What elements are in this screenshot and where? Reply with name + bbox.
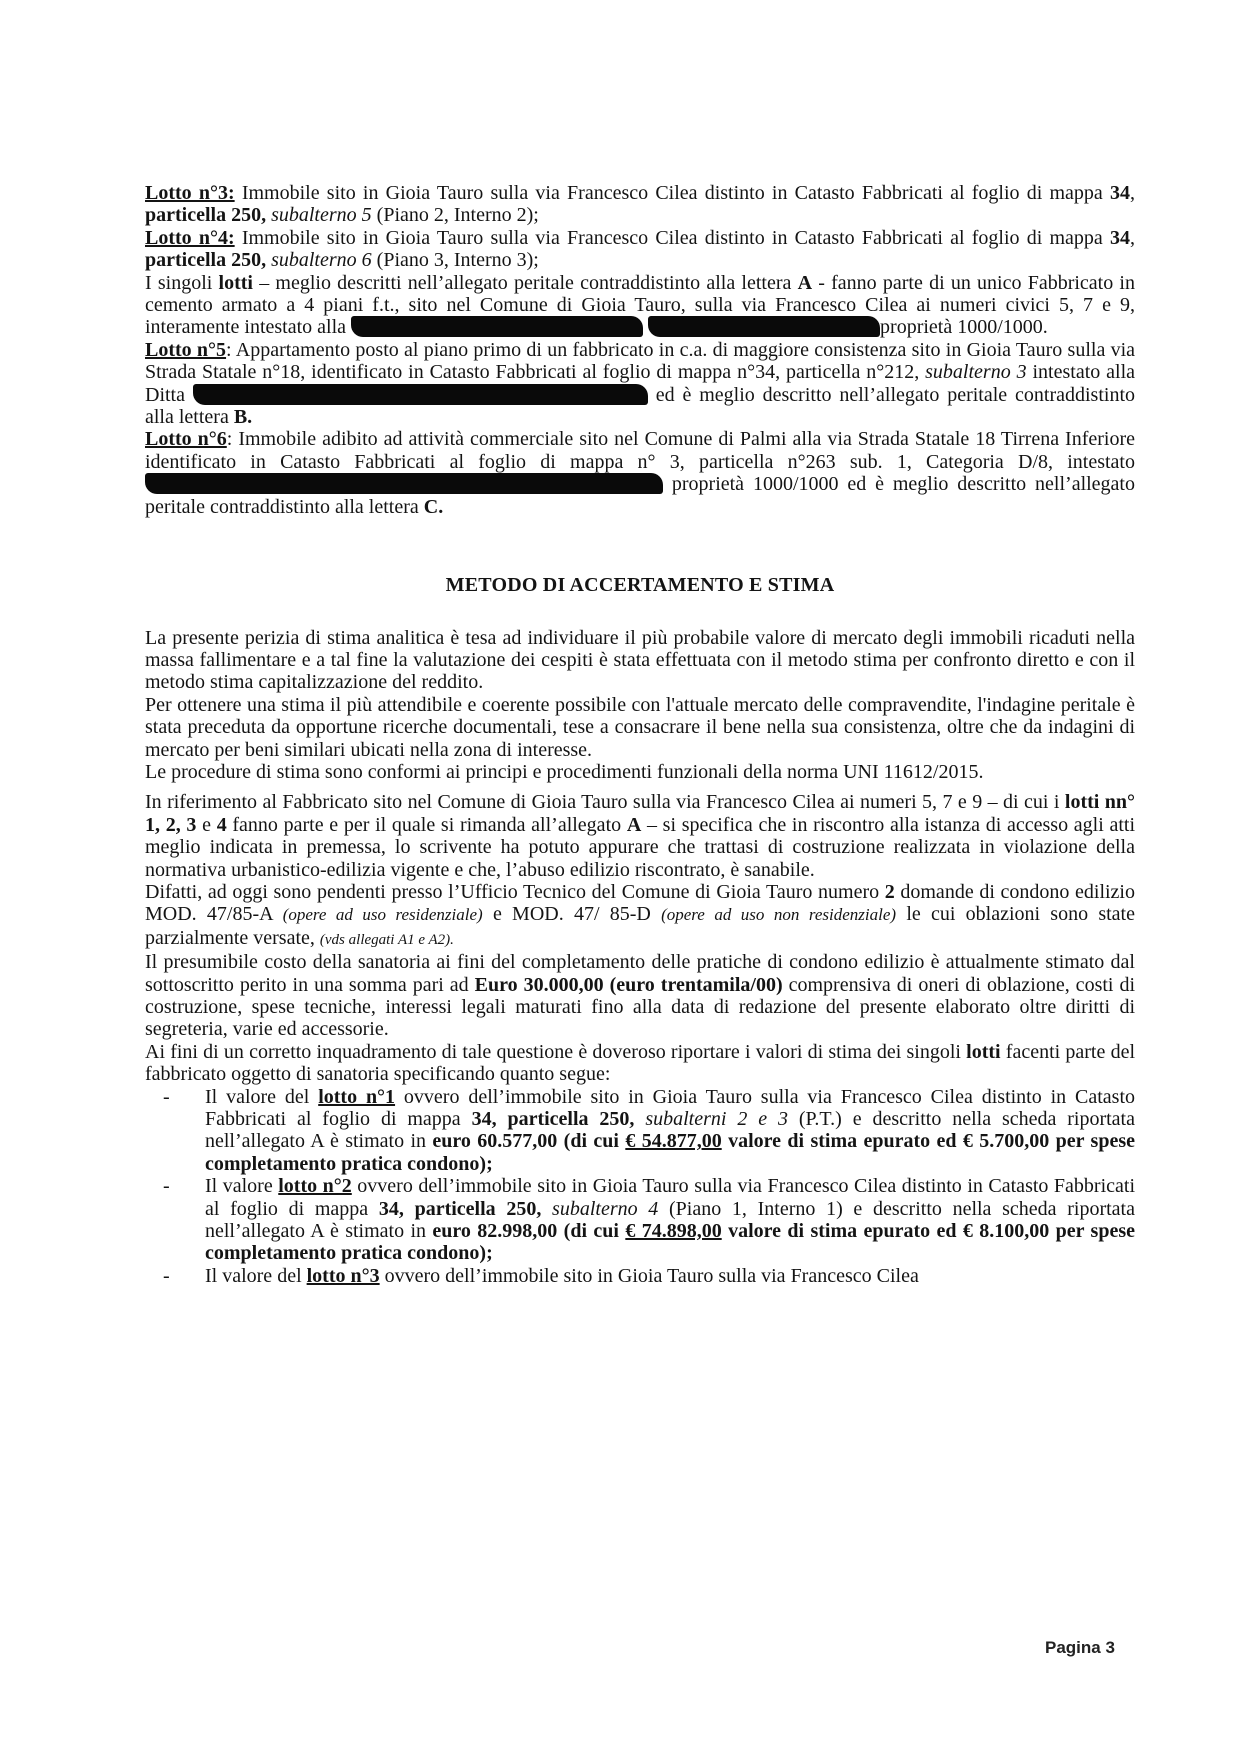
lot-4-paragraph [145,227,1135,272]
m4-text-c: e [196,813,217,836]
b1-text-a: Il valore del [205,1085,319,1108]
lot-5-label: Lotto n°5 [145,338,227,361]
redaction-block [351,316,643,337]
b1-text-c: (P.T.) e descritto nella scheda riportata nell’allegato A è stimato in [205,1108,1135,1153]
method-paragraph-6 [145,951,1135,1041]
b1-epurato: € 54.877,00 [625,1130,722,1153]
m4-text-g: – si specifica che in riscontro alla istanza di accesso agli atti meglio indicata in premessa, lo scrivente ha potuto appurare che trattasi di costruzione realizzata in violazione della normativa urbanistico-edilizia vigente e che, l’abuso edilizio riscontrato, è sanabile. [145,813,1136,881]
lot-6-text-2: proprietà 1000/1000 ed è meglio descritto nell’allegato peritale contraddistinto alla lettera [145,473,1135,518]
lot-5-text-1: : Appartamento posto al piano primo di un fabbricato in c.a. di maggiore consistenza sito in Gioia Tauro sulla via Strada Statale n°18, identificato in Catasto Fabbricati al foglio di mappa n°34, particella n°212, [145,338,1136,384]
lot-6-text-1: : Immobile adibito ad attività commerciale sito nel Comune di Palmi alla via Strada Statale 18 Tirrena Inferiore identificato in Catasto Fabbricati al foglio di mappa n° 3, particella n°263 sub. 1, Categoria D/8, intestato [145,428,1136,473]
m5-non-residenziale: (opere ad uso non residenziale) [661,905,897,925]
lot-5-text-3: ed è meglio descritto nell’allegato peritale contraddistinto alla lettera [145,383,1135,429]
method-paragraph-2: Per ottenere una stima il più attendibile e coerente possibile con l'attuale mercato delle compravendite, l'indagine peritale è stata preceduta da opportune ricerche documentali, tese a consacrare il bene nella sua consistenza, oltre che da indagini di mercato per beni similari ubicati nella zona di interesse. [145,693,1135,761]
intro-letter: A [797,271,813,294]
lot-3-paragraph [145,182,1135,227]
b2-lot: lotto n°2 [278,1175,352,1198]
m5-text-c: domande di condono edilizio MOD. 47/85-A [145,880,1135,926]
m7-text-c: facenti parte del fabbricato oggetto di sanatoria specificando quanto segue: [145,1040,1135,1086]
lot-4-tail: (Piano 3, Interno 3); [371,249,539,272]
m4-lotti: lotti nn° 1, 2, 3 [145,791,1135,836]
m5-count: 2 [884,880,895,903]
m6-text-c: comprensiva di oneri di oblazione, costi di costruzione, spese tecniche, interessi legali maturati fino alla data di redazione del presente elaborato oltre diritti di segreteria, varie ed accessorie. [145,973,1136,1041]
intro-text-4: proprietà 1000/1000. [880,316,1048,339]
b2-epurato: € 74.898,00 [625,1220,722,1243]
lot-4-label: Lotto n°4: [145,226,235,249]
m5-allegati: (vds allegati A1 e A2). [319,931,454,948]
m7-text-a: Ai fini di un corretto inquadramento di tale questione è doveroso riportare i valori di stima dei singoli [145,1040,967,1063]
b3-text-b: ovvero dell’immobile sito in Gioia Tauro sulla via Francesco Cilea [379,1264,919,1287]
method-paragraph-7 [145,1041,1135,1086]
valuation-list [145,1086,1135,1288]
list-item [145,1175,1135,1265]
lot-3-tail: (Piano 2, Interno 2); [371,204,539,227]
list-item [145,1086,1135,1176]
method-paragraph-3: Le procedure di stima sono conformi ai principi e procedimenti funzionali della norma UNI 11612/2015. [145,760,984,783]
m7-lotti: lotti [966,1040,1001,1063]
section-title: METODO DI ACCERTAMENTO E STIMA [445,574,835,597]
lot-3-particella: particella 250, [145,204,267,227]
lot-6-label: Lotto n°6 [145,428,227,451]
lot-3-foglio: 34 [1109,182,1130,204]
method-paragraph-5 [145,881,1135,951]
method-paragraph-1: La presente perizia di stima analitica è tesa ad individuare il più probabile valore di mercato degli immobili ricaduti nella massa fallimentare e a tal fine la valutazione dei cespiti è stata effettuata con il metodo stima per confronto diretto e con il metodo stima capitalizzazione del reddito. [145,626,1135,694]
lot-4-text: Immobile sito in Gioia Tauro sulla via Francesco Cilea distinto in Catasto Fabbricati al foglio di mappa [234,226,1110,249]
lot-6-paragraph [145,428,1135,518]
lot-6-letter: C. [423,495,444,518]
b1-value: euro 60.577,00 (di cui [432,1130,626,1153]
b1-text-d: valore di stima epurato ed € 5.700,00 per spese completamento pratica condono); [205,1130,1135,1175]
m5-text-e: e MOD. 47/ 85-D [482,903,662,926]
lot-3-sep: , [1129,182,1135,204]
intro-text-1: I singoli [145,271,219,294]
m6-text-a: Il presumibile costo della sanatoria ai fini del completamento delle pratiche di condono edilizio è attualmente stimato dal sottoscritto perito in una somma pari ad [145,951,1135,996]
lot-5-letter: B. [233,406,253,429]
b2-text-b: ovvero dell’immobile sito in Gioia Tauro sulla via Francesco Cilea distinto in Catasto Fabbricati al foglio di mappa [205,1175,1136,1220]
intro-text-3: - fanno parte di un unico Fabbricato in cemento armato a 4 piani f.t., sito nel Comune di Gioia Tauro, sulla via Francesco Cilea ai numeri civici 5, 7 e 9, interamente intestato alla [145,271,1135,339]
lot-5-sub: subalterno 3 [925,361,1027,384]
b3-lot: lotto n°3 [306,1264,380,1287]
redaction-block [648,316,880,337]
m6-amount: Euro 30.000,00 (euro trentamila/00) [474,973,783,996]
m5-text-a: Difatti, ad oggi sono pendenti presso l’Ufficio Tecnico del Comune di Gioia Tauro numero [145,880,885,903]
lot-3-sub: subalterno 5 [266,204,372,227]
m4-allegato: A [626,813,642,836]
lot-4-particella: particella 250, [145,249,267,272]
lot-3-label: Lotto n°3: [145,182,235,204]
method-paragraph-4 [145,791,1135,881]
document-body [145,182,1135,1287]
b1-foglio: 34, particella 250, [471,1108,635,1131]
lot-4-foglio: 34 [1109,226,1130,249]
b2-text-a: Il valore [205,1175,279,1198]
b2-text-c: (Piano 1, Interno 1) e descritto nella scheda riportata nell’allegato A è stimato in [205,1197,1135,1243]
intro-lotti: lotti [218,271,253,294]
m5-text-g: le cui oblazioni sono state parzialmente versate, [145,903,1135,949]
m4-lot-4: 4 [216,813,227,836]
b1-sub: subalterni 2 e 3 [634,1108,788,1131]
page-number: Pagina 3 [1045,1638,1115,1657]
b2-sub: subalterno 4 [541,1197,659,1220]
b2-text-d: valore di stima epurato ed € 8.100,00 per spese completamento pratica condono); [205,1220,1135,1265]
lot-5-paragraph [145,339,1135,429]
intro-paragraph [145,272,1135,339]
b2-value: euro 82.998,00 (di cui [432,1220,626,1243]
lot-5-text-2: intestato alla Ditta [145,361,1136,406]
lot-3-text: Immobile sito in Gioia Tauro sulla via Francesco Cilea distinto in Catasto Fabbricati al foglio di mappa [234,182,1110,204]
b3-text-a: Il valore del [205,1264,307,1287]
intro-text-2: – meglio descritti nell’allegato peritale contraddistinto alla lettera [252,271,798,294]
b2-foglio: 34, particella 250, [378,1197,542,1220]
redaction-block [193,384,648,405]
m5-residenziale: (opere ad uso residenziale) [282,905,483,925]
m4-text-e: fanno parte e per il quale si rimanda all’allegato [226,813,627,836]
lot-4-sub: subalterno 6 [266,249,372,272]
list-item [145,1265,1135,1287]
b1-lot: lotto n°1 [318,1085,396,1108]
b1-text-b: ovvero dell’immobile sito in Gioia Tauro sulla via Francesco Cilea distinto in Catasto Fabbricati al foglio di mappa [205,1085,1135,1131]
redaction-block [145,473,663,494]
lot-4-sep: , [1129,226,1135,249]
m4-text-a: In riferimento al Fabbricato sito nel Comune di Gioia Tauro sulla via Francesco Cilea ai numeri 5, 7 e 9 – di cui i [145,791,1065,814]
